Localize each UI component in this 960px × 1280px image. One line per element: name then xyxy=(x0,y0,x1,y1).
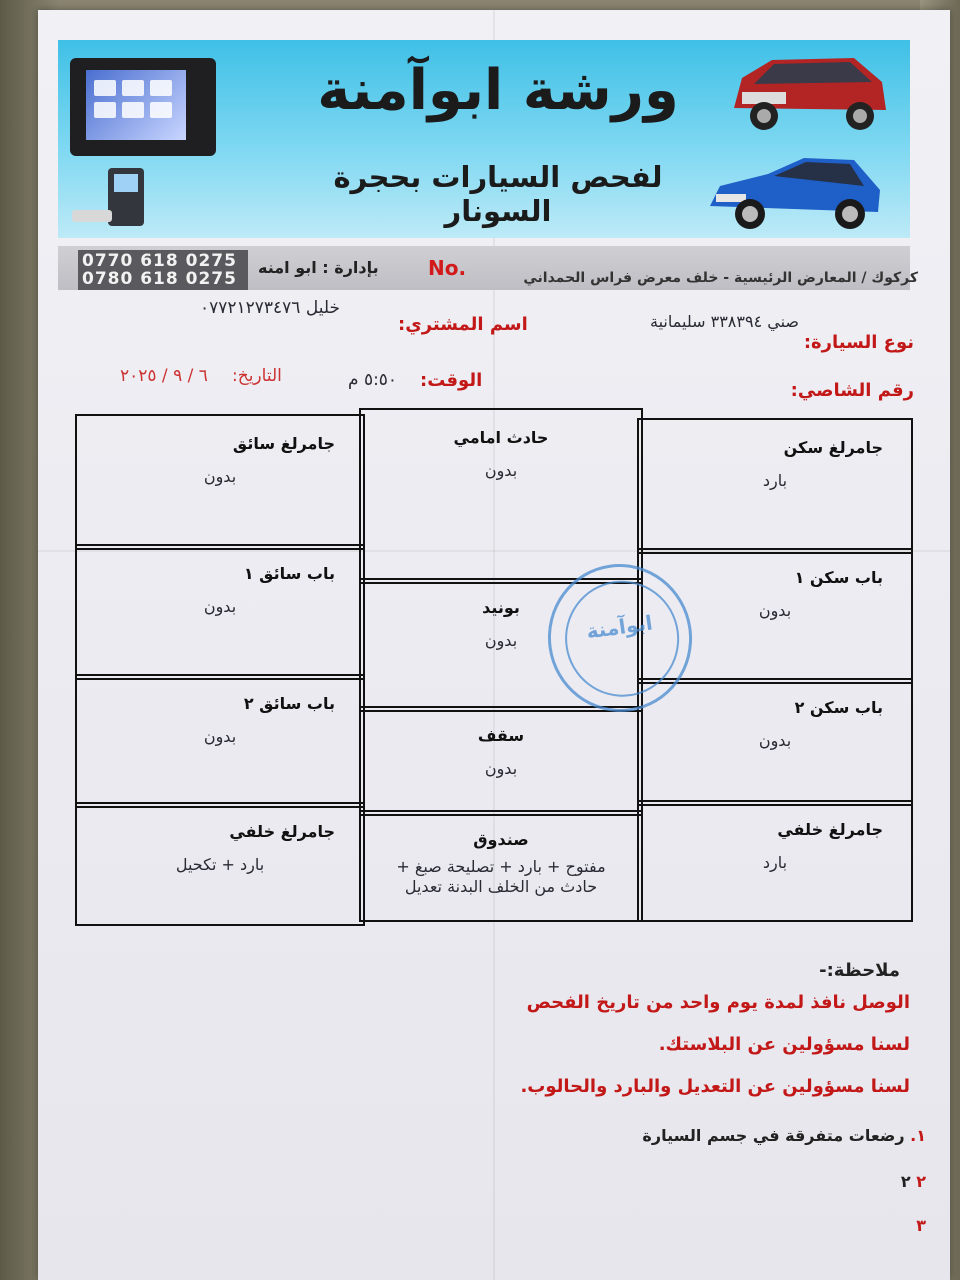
cell-middle-3-title: سقف xyxy=(477,726,525,745)
cell-right-4-value: بارد xyxy=(762,853,788,872)
car-type-value: صني ٣٣٨٣٩٤ سليمانية xyxy=(650,312,800,331)
cell-left-2-value: بدون xyxy=(203,597,237,616)
cell-left-1 xyxy=(75,414,365,550)
cell-middle-4-value: مفتوح + بارد + تصليحة صبغ + حادث من الخلف البدنة تعديل xyxy=(396,857,606,896)
finding-item-1-number: ١. xyxy=(910,1126,926,1145)
receipt-number-label: No. xyxy=(428,256,467,280)
management-label: بإدارة : ابو امنه xyxy=(258,258,379,277)
finding-item-1-text: رضعات متفرقة في جسم السيارة xyxy=(642,1126,905,1145)
cell-middle-1-title: حادث امامي xyxy=(453,428,549,447)
time-label: الوقت: xyxy=(420,370,483,391)
cell-left-2-title: باب سائق ١ xyxy=(243,564,335,583)
cell-left-4 xyxy=(75,802,365,926)
finding-item-2 xyxy=(901,1172,926,1191)
cell-right-1-value: بارد xyxy=(762,471,788,490)
note-line-3: لسنا مسؤولين عن التعديل والبارد والحالوب. xyxy=(520,1076,910,1097)
inspection-grid xyxy=(75,404,915,932)
phone-numbers xyxy=(78,250,248,290)
workshop-name: ورشة ابوآمنة xyxy=(317,58,679,123)
note-line-2: لسنا مسؤولين عن البلاستك. xyxy=(658,1034,910,1055)
buyer-name-label: اسم المشتري: xyxy=(398,314,528,335)
cell-left-3-title: باب سائق ٢ xyxy=(243,694,335,713)
date-value: ٦ / ٩ / ٢٠٢٥ xyxy=(120,366,208,386)
phone-number-2: 0780 618 0275 xyxy=(82,269,237,289)
cell-left-3 xyxy=(75,674,365,808)
stamp-text: ابوآمنة xyxy=(584,610,655,644)
cell-middle-2-title: بونيد xyxy=(482,598,520,617)
cell-right-4-title: جامرلغ خلفي xyxy=(777,820,883,839)
cell-left-1-title: جامرلغ سائق xyxy=(232,434,335,453)
cell-left-1-value: بدون xyxy=(203,467,237,486)
cell-left-3-value: بدون xyxy=(203,727,237,746)
cell-right-3-title: باب سكن ٢ xyxy=(794,698,883,717)
workshop-slogan: لفحص السيارات بحجرة السونار xyxy=(333,160,663,228)
cell-right-3-value: بدون xyxy=(758,731,792,750)
workshop-address: كركوك / المعارض الرئيسية - خلف معرض فراس الحمداني xyxy=(523,270,918,286)
finding-item-1 xyxy=(642,1126,926,1145)
finding-item-2-text: ٢ xyxy=(900,1172,911,1191)
cell-right-3 xyxy=(637,678,913,806)
chassis-label: رقم الشاصي: xyxy=(790,380,914,401)
red-suv-image xyxy=(724,48,892,134)
cell-middle-1-value: بدون xyxy=(484,461,518,480)
diagnostic-scanner-image xyxy=(70,58,216,156)
cell-middle-4 xyxy=(359,810,643,922)
diagnostic-tool-image xyxy=(108,168,144,226)
header-banner xyxy=(58,40,910,238)
finding-item-3 xyxy=(916,1216,926,1235)
phone-number-1: 0770 618 0275 xyxy=(82,251,237,271)
blue-sedan-image xyxy=(704,150,884,234)
cell-left-2 xyxy=(75,544,365,680)
cell-left-4-title: جامرلغ خلفي xyxy=(229,822,335,841)
car-type-label: نوع السيارة: xyxy=(803,332,914,353)
cell-right-1 xyxy=(637,418,913,554)
cell-middle-1 xyxy=(359,408,643,584)
cell-middle-4-title: صندوق xyxy=(473,830,529,849)
finding-item-3-number: ٣ xyxy=(916,1216,926,1235)
cell-right-4 xyxy=(637,800,913,922)
buyer-name-value: خليل ٠٧٧٢١٢٧٣٤٧٦ xyxy=(200,298,340,318)
finding-item-2-number: ٢ xyxy=(916,1172,926,1191)
obd-adapter-image xyxy=(72,210,112,222)
cell-middle-3-value: بدون xyxy=(484,759,518,778)
cell-left-4-value: بارد + تكحيل xyxy=(175,855,265,874)
note-line-1: الوصل نافذ لمدة يوم واحد من تاريخ الفحص xyxy=(526,992,910,1013)
cell-right-1-title: جامرلغ سكن xyxy=(783,438,883,457)
notes-title: ملاحظة:- xyxy=(819,960,900,981)
cell-middle-2-value: بدون xyxy=(484,631,518,650)
date-label: التاريخ: xyxy=(232,366,282,386)
cell-middle-3 xyxy=(359,706,643,816)
cell-right-2-title: باب سكن ١ xyxy=(794,568,883,587)
time-value: ٥:٥٠ م xyxy=(348,370,398,390)
cell-right-2-value: بدون xyxy=(758,601,792,620)
